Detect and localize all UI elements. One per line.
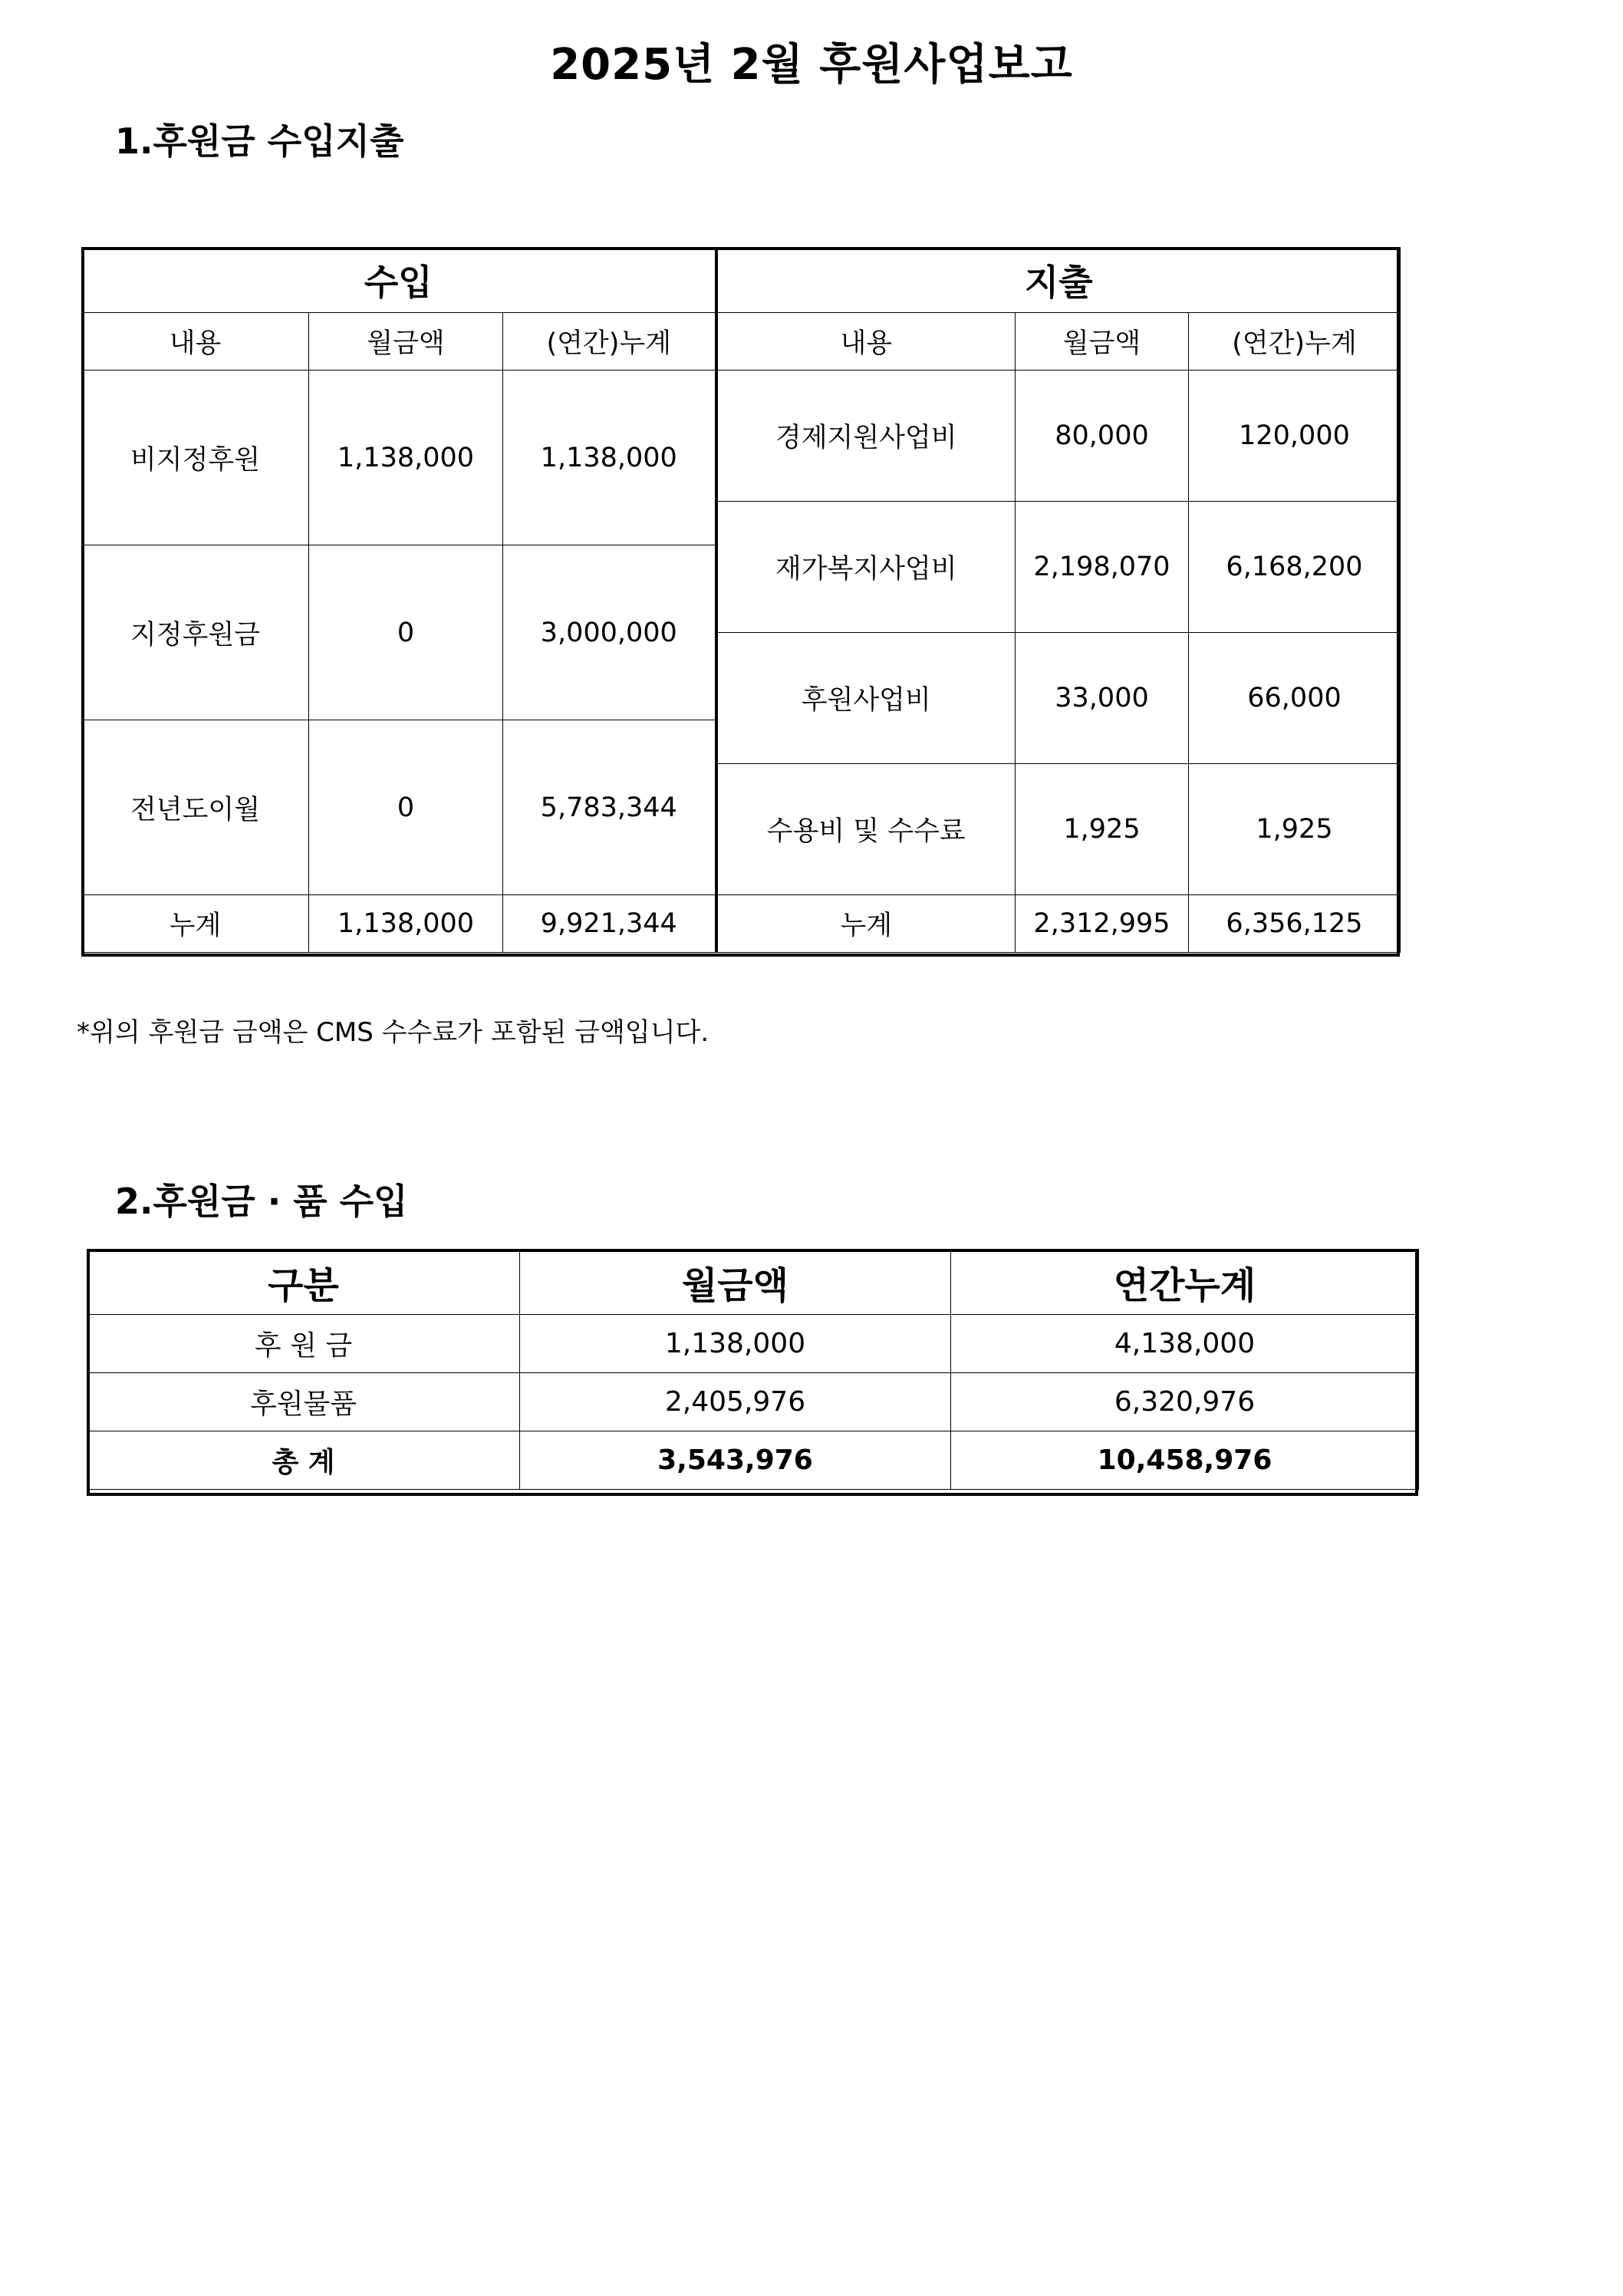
summary-row-monthly: 1,138,000 [520,1315,951,1373]
summary-total-label: 총 계 [87,1431,520,1490]
expense-total-annual: 6,356,125 [1189,895,1401,953]
expense-row-annual: 120,000 [1189,371,1401,502]
summary-row-item: 후원물품 [87,1373,520,1431]
income-row-annual: 3,000,000 [503,545,716,720]
expense-col-monthly: 월금액 [1016,313,1189,371]
expense-total-label: 누계 [716,895,1016,953]
income-row-item: 지정후원금 [82,545,309,720]
expense-row-annual: 1,925 [1189,764,1401,895]
income-row-monthly: 0 [309,545,503,720]
expense-row-monthly: 33,000 [1016,633,1189,764]
expense-row-annual: 66,000 [1189,633,1401,764]
income-row-item: 비지정후원 [82,371,309,545]
page-title: 2025년 2월 후원사업보고 [550,40,1073,90]
expense-row-item: 재가복지사업비 [716,502,1016,633]
summary-col-monthly: 월금액 [520,1250,951,1315]
income-header: 수입 [82,248,716,313]
income-row-annual: 5,783,344 [503,720,716,895]
expense-row-annual: 6,168,200 [1189,502,1401,633]
section1-heading: 1.후원금 수입지출 [115,120,404,162]
expense-col-item: 내용 [716,313,1016,371]
income-total-annual: 9,921,344 [503,895,716,953]
expense-header: 지출 [716,248,1401,313]
income-row-monthly: 0 [309,720,503,895]
summary-col-annual: 연간누계 [951,1250,1419,1315]
income-row-monthly: 1,138,000 [309,371,503,545]
expense-row-monthly: 2,198,070 [1016,502,1189,633]
expense-row-monthly: 1,925 [1016,764,1189,895]
income-total-label: 누계 [82,895,309,953]
income-expense-table [81,247,1401,953]
summary-row-monthly: 2,405,976 [520,1373,951,1431]
expense-row-monthly: 80,000 [1016,371,1189,502]
section2-heading: 2.후원금 · 품 수입 [115,1181,408,1222]
expense-col-annual: (연간)누계 [1189,313,1401,371]
summary-row-item: 후 원 금 [87,1315,520,1373]
summary-total-annual: 10,458,976 [951,1431,1419,1490]
expense-total-monthly: 2,312,995 [1016,895,1189,953]
donation-summary-table [87,1249,1419,1490]
summary-col-category: 구분 [87,1250,520,1315]
income-total-monthly: 1,138,000 [309,895,503,953]
income-col-item: 내용 [82,313,309,371]
income-col-annual: (연간)누계 [503,313,716,371]
summary-row-annual: 4,138,000 [951,1315,1419,1373]
expense-row-item: 후원사업비 [716,633,1016,764]
expense-row-item: 수용비 및 수수료 [716,764,1016,895]
expense-row-item: 경제지원사업비 [716,371,1016,502]
summary-total-monthly: 3,543,976 [520,1431,951,1490]
income-row-annual: 1,138,000 [503,371,716,545]
summary-row-annual: 6,320,976 [951,1373,1419,1431]
footnote: *위의 후원금 금액은 CMS 수수료가 포함된 금액입니다. [77,1017,709,1048]
income-col-monthly: 월금액 [309,313,503,371]
income-row-item: 전년도이월 [82,720,309,895]
